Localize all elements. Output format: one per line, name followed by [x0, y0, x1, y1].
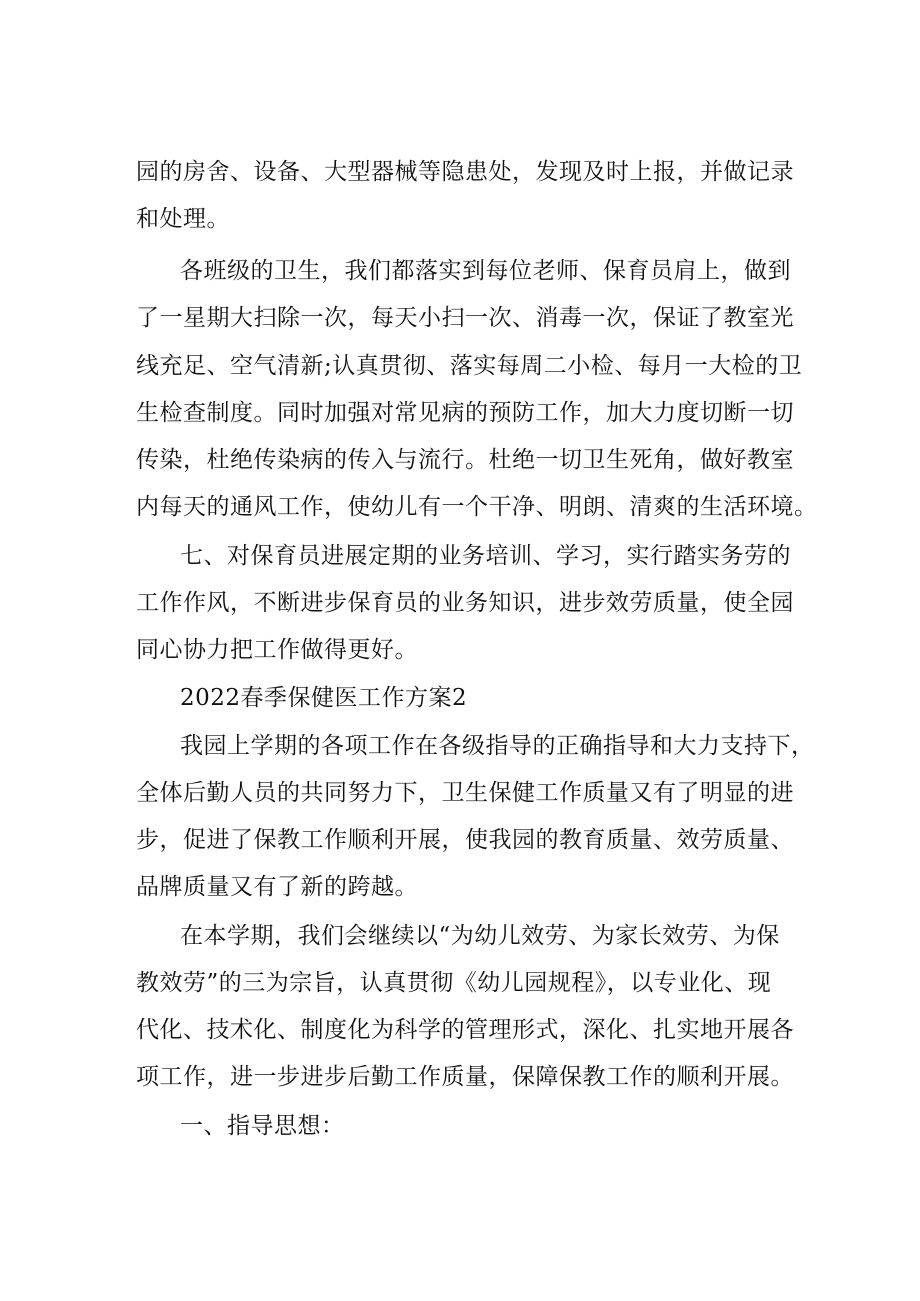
text-line: 工作作风，不断进步保育员的业务知识，进步效劳质量，使全园 [136, 590, 794, 616]
text-line: 同心协力把工作做得更好。 [136, 637, 418, 663]
text-line: 步，促进了保教工作顺利开展，使我园的教育质量、效劳质量、 [136, 827, 794, 853]
paragraph-start-line: 各班级的卫生，我们都落实到每位老师、保育员肩上，做到 [180, 258, 791, 284]
section-heading: 一、指导思想： [180, 1113, 345, 1139]
text-line: 代化、技术化、制度化为科学的管理形式，深化、扎实地开展各 [136, 1017, 794, 1043]
text-line: 和处理。 [136, 206, 230, 232]
text-line: 品牌质量又有了新的跨越。 [136, 874, 418, 900]
text-line: 生检查制度。同时加强对常见病的预防工作，加大力度切断一切 [136, 400, 794, 426]
paragraph-start-line: 在本学期，我们会继续以“为幼儿效劳、为家长效劳、为保 [180, 923, 780, 949]
text-line: 教效劳”的三为宗旨，认真贯彻《幼儿园规程》，以专业化、现 [136, 970, 772, 996]
text-line: 项工作，进一步进步后勤工作质量，保障保教工作的顺利开展。 [136, 1064, 794, 1090]
text-line: 传染，杜绝传染病的传入与流行。杜绝一切卫生死角，做好教室 [136, 447, 794, 473]
text-line: 线充足、空气清新;认真贯彻、落实每周二小检、每月一大检的卫 [136, 353, 803, 379]
text-line: 了一星期大扫除一次，每天小扫一次、消毒一次，保证了教室光 [136, 305, 794, 331]
text-line: 园的房舍、设备、大型器械等隐患处，发现及时上报，并做记录 [136, 159, 794, 185]
section-heading: 2022春季保健医工作方案2 [180, 685, 468, 711]
text-line: 内每天的通风工作，使幼儿有一个干净、明朗、清爽的生活环境。 [136, 494, 818, 520]
paragraph-start-line: 七、对保育员进展定期的业务培训、学习，实行踏实务劳的 [180, 543, 791, 569]
text-line: 全体后勤人员的共同努力下，卫生保健工作质量又有了明显的进 [136, 780, 794, 806]
paragraph-start-line: 我园上学期的各项工作在各级指导的正确指导和大力支持下， [180, 733, 815, 759]
